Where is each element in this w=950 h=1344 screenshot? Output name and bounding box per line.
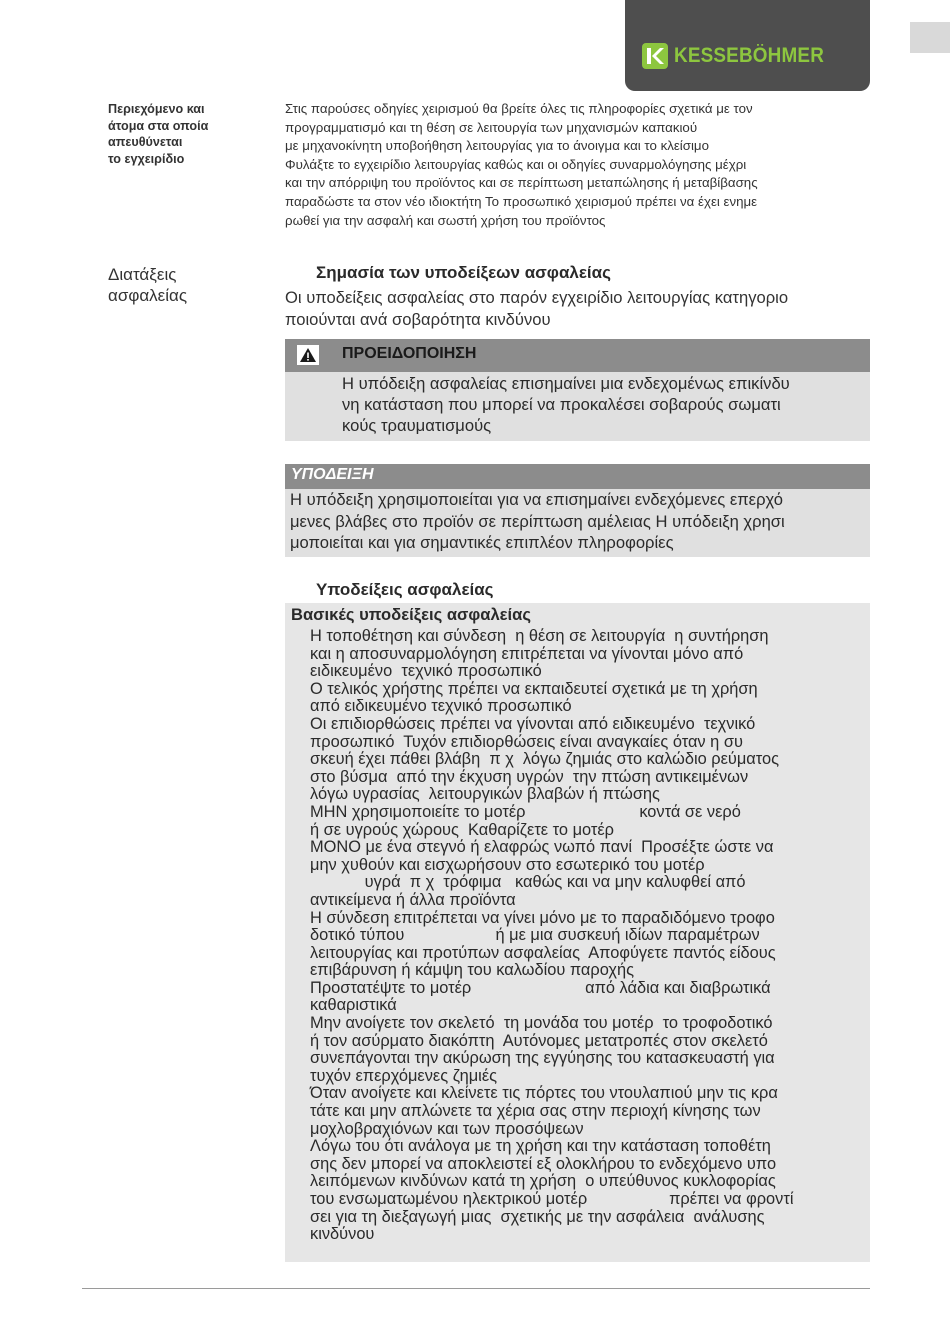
basic-safety-line: τυχόν επερχόμενες ζημιές: [310, 1066, 498, 1085]
brand-header: [625, 0, 870, 91]
intro-line: και την απόρριψη του προϊόντος και σε περίπτωση μεταπώλησης ή μεταβίβασης: [285, 175, 758, 191]
basic-safety-line: κινδύνου: [310, 1225, 375, 1244]
basic-safety-line: μην χυθούν και εισχωρήσουν στο εσωτερικό του μοτέρ: [310, 855, 705, 874]
safety-intro-line: ποιούνται ανά σοβαρότητα κινδύνου: [285, 310, 551, 329]
basic-safety-line: αντικείμενα ή άλλα προϊόντα: [310, 890, 516, 909]
safety-heading: Σημασία των υποδείξεων ασφαλείας: [316, 263, 611, 282]
warning-text: [342, 373, 790, 436]
note-header: [285, 464, 870, 489]
basic-safety-line: προσωπικό Τυχόν επιδιορθώσεις είναι αναγκαίες όταν η συ: [310, 732, 743, 751]
basic-safety-line: του ενσωματωμένου ηλεκτρικού μοτέρ πρέπει να φροντί: [310, 1190, 794, 1208]
note-line: Η υπόδειξη χρησιμοποιείται για να επισημαίνει ενδεχόμενες επερχό: [290, 490, 783, 509]
basic-safety-line: και η αποσυναρμολόγηση επιτρέπεται να γίνονται μόνο από: [310, 644, 744, 663]
brand-name: KESSEBÖHMER: [674, 44, 825, 67]
basic-safety-title: Βασικές υποδείξεις ασφαλείας: [291, 605, 531, 624]
warning-line: Η υπόδειξη ασφαλείας επισημαίνει μια ενδεχομένως επικίνδυ: [342, 374, 790, 393]
warning-header: [285, 339, 870, 372]
intro-line: προγραμματισμό και τη θέση σε λειτουργία των μηχανισμών καπακιού: [285, 119, 698, 135]
basic-safety-line: στο βύσμα από την έκχυση υγρών την πτώση αντικειμένων: [310, 767, 749, 786]
basic-safety-line: καθαριστικά: [310, 996, 397, 1015]
note-text: [290, 489, 785, 554]
safety-intro-line: Οι υποδείξεις ασφαλείας στο παρόν εγχειρίδιο λειτουργίας κατηγοριο: [285, 288, 789, 307]
basic-safety-line: ΜΟΝΟ με ένα στεγνό ή ελαφρώς νωπό πανί Προσέξτε ώστε να: [310, 838, 774, 857]
basic-safety-line: Οι επιδιορθώσεις πρέπει να γίνονται από ειδικευμένο τεχνικό: [310, 714, 756, 733]
footer-divider: [82, 1288, 870, 1289]
basic-safety-line: ΜΗΝ χρησιμοποιείτε το μοτέρ κοντά σε νερό: [310, 802, 741, 821]
warning-triangle-icon: [297, 345, 319, 365]
basic-safety-line: λειπόμενων κινδύνων κατά τη χρήση ο υπεύθυνος κυκλοφορίας: [310, 1172, 776, 1191]
intro-side-label: [108, 101, 258, 167]
intro-side-line: άτομα στα οποία: [108, 118, 209, 133]
basic-safety-line: επιβάρυνση ή κάμψη του καλωδίου παροχής: [310, 961, 635, 980]
company-logo: [642, 43, 841, 69]
logo-mark-icon: [642, 43, 668, 69]
intro-line: παραδώστε τα στον νέο ιδιοκτήτη Το προσωπικό χειρισμού πρέπει να έχει ενημε: [285, 193, 758, 209]
basic-safety-line: από ειδικευμένο τεχνικό προσωπικό: [310, 697, 572, 716]
intro-text: [285, 100, 875, 230]
intro-line: Στις παρούσες οδηγίες χειρισμού θα βρείτε όλες τις πληροφορίες σχετικά με τον: [285, 101, 753, 116]
page-tab-marker: [910, 22, 950, 53]
safety-side-line: ασφαλείας: [108, 286, 188, 305]
warning-line: κούς τραυματισμούς: [342, 416, 492, 435]
intro-line: με μηχανοκίνητη υποβοήθηση λειτουργίας για το άνοιγμα και το κλείσιμο: [285, 138, 709, 154]
safety-side-label: [108, 264, 187, 306]
basic-safety-line: μοχλοβραχιόνων και των προσόψεων: [310, 1119, 584, 1138]
basic-safety-line: Η σύνδεση επιτρέπεται να γίνει μόνο με το παραδιδόμενο τροφο: [310, 908, 775, 927]
basic-safety-list: [310, 628, 793, 1244]
basic-safety-line: Λόγω του ότι ανάλογα με τη χρήση και την κατάσταση τοποθέτη: [310, 1137, 771, 1156]
basic-safety-line: Προστατέψτε το μοτέρ από λάδια και διαβρωτικά: [310, 978, 771, 997]
intro-line: ρωθεί για την ασφαλή και σωστή χρήση του προϊόντος: [285, 212, 606, 228]
basic-safety-line: δοτικό τύπου ή με μια συσκευή ιδίων παραμέτρων: [310, 926, 760, 945]
intro-side-line: Περιεχόμενο και: [108, 102, 205, 116]
basic-safety-line: σει για τη διεξαγωγή μιας σχετικής με την ασφάλεια ανάλυσης: [310, 1207, 765, 1226]
basic-safety-line: ή τον ασύρματο διακόπτη Αυτόνομες μετατροπές στον σκελετό: [310, 1031, 768, 1050]
warning-line: νη κατάσταση που μπορεί να προκαλέσει σοβαρούς σωματι: [342, 395, 781, 414]
note-title: ΥΠΟΔΕΙΞΗ: [291, 466, 374, 483]
warning-title: ΠΡΟΕΙΔΟΠΟΙΗΣΗ: [342, 345, 477, 362]
basic-safety-line: συνεπάγονται την ακύρωση της εγγύησης του κατασκευαστή για: [310, 1049, 775, 1068]
hints-heading: Υποδείξεις ασφαλείας: [316, 580, 494, 599]
note-line: μοποιείται και για σημαντικές επιπλέον πληροφορίες: [290, 533, 674, 552]
basic-safety-line: λειτουργίας και προτύπων ασφαλείας Αποφύγετε παντός είδους: [310, 943, 776, 962]
basic-safety-box: [285, 603, 870, 1262]
intro-side-line: απευθύνεται: [108, 135, 183, 149]
safety-side-line: Διατάξεις: [108, 265, 177, 284]
intro-line: Φυλάξτε το εγχειρίδιο λειτουργίας καθώς και οι οδηγίες συναρμολόγησης μέχρι: [285, 156, 747, 172]
basic-safety-line: ή σε υγρούς χώρους Καθαρίζετε το μοτέρ: [310, 820, 615, 839]
basic-safety-line: ειδικευμένο τεχνικό προσωπικό: [310, 662, 542, 681]
basic-safety-line: Μην ανοίγετε τον σκελετό τη μονάδα του μοτέρ το τροφοδοτικό: [310, 1014, 773, 1033]
intro-side-line: το εγχειρίδιο: [108, 151, 185, 166]
note-line: μενες βλάβες στο προϊόν σε περίπτωση αμέλειας Η υπόδειξη χρησι: [290, 511, 785, 531]
note-body: [285, 489, 870, 557]
basic-safety-line: Η τοποθέτηση και σύνδεση η θέση σε λειτουργία η συντήρηση: [310, 627, 769, 645]
basic-safety-line: Ο τελικός χρήστης πρέπει να εκπαιδευτεί σχετικά με τη χρήση: [310, 679, 758, 698]
basic-safety-line: τάτε και μην απλώνετε τα χέρια σας στην περιοχή κίνησης των: [310, 1102, 761, 1121]
basic-safety-line: σκευή έχει πάθει βλάβη π χ λόγω ζημιάς στο καλώδιο ρεύματος: [310, 750, 780, 769]
basic-safety-line: υγρά π χ τρόφιμα καθώς και να μην καλυφθεί από: [310, 873, 746, 892]
basic-safety-line: σης δεν μπορεί να αποκλειστεί εξ ολοκλήρου το ενδεχόμενο υπο: [310, 1154, 777, 1173]
basic-safety-line: λόγω υγρασίας λειτουργικών βλαβών ή πτώσης: [310, 785, 660, 804]
warning-body: [285, 372, 870, 441]
basic-safety-line: Όταν ανοίγετε και κλείνετε τις πόρτες του ντουλαπιού μην τις κρα: [310, 1084, 778, 1103]
safety-intro-text: [285, 287, 788, 331]
